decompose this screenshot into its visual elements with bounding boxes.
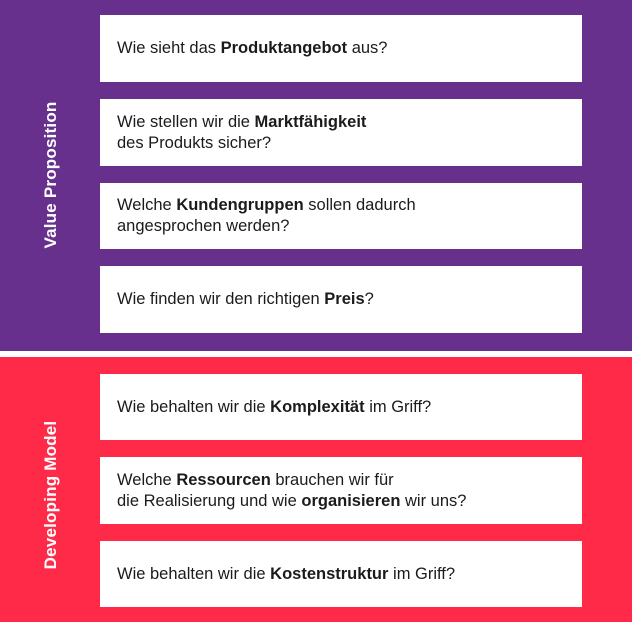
question-run: des Produkts sicher?	[117, 133, 272, 152]
question-line	[117, 133, 366, 154]
developing-model-label: Developing Model	[41, 420, 60, 570]
keyword-text: Ressourcen	[176, 470, 271, 489]
question-run: aus?	[347, 39, 388, 57]
keyword-text: Kundengruppen	[176, 196, 304, 214]
question-text	[117, 289, 374, 310]
question-run: angesprochen werden?	[117, 217, 290, 235]
question-card	[100, 99, 582, 166]
keyword-text: Preis	[324, 290, 365, 308]
question-run: im Griff?	[364, 397, 432, 416]
value-proposition-label: Value Proposition	[41, 101, 60, 249]
question-run: Wie behalten wir die	[117, 564, 271, 583]
keyword-text: Produktangebot	[220, 39, 348, 57]
question-run: wir uns?	[400, 491, 467, 510]
question-run: Wie sieht das	[117, 39, 221, 57]
question-line	[117, 470, 466, 491]
question-line	[117, 195, 416, 216]
keyword-text: organisieren	[301, 491, 401, 510]
question-card	[100, 15, 582, 82]
question-card	[100, 541, 582, 607]
question-line	[117, 112, 366, 133]
question-text	[117, 564, 455, 585]
question-line	[117, 491, 466, 512]
question-card	[100, 183, 582, 249]
developing-model-section	[0, 357, 632, 622]
question-run: brauchen wir für	[270, 470, 394, 489]
keyword-text: Marktfähigkeit	[254, 112, 367, 131]
question-text	[117, 38, 388, 59]
question-run: die Realisierung und wie	[117, 491, 302, 510]
question-run: Wie stellen wir die	[117, 112, 255, 131]
question-run: Welche	[117, 196, 177, 214]
question-line	[117, 289, 374, 310]
question-run: Welche	[117, 470, 177, 489]
question-line	[117, 397, 431, 418]
question-line	[117, 216, 416, 237]
question-text	[117, 112, 366, 154]
question-run: ?	[364, 290, 374, 308]
question-line	[117, 38, 388, 59]
question-run: sollen dadurch	[303, 196, 416, 214]
question-card	[100, 374, 582, 440]
keyword-text: Komplexität	[270, 397, 365, 416]
question-card	[100, 457, 582, 524]
question-line	[117, 564, 455, 585]
question-text	[117, 397, 431, 418]
question-run: Wie finden wir den richtigen	[117, 290, 325, 308]
question-card	[100, 266, 582, 333]
question-run: Wie behalten wir die	[117, 397, 271, 416]
keyword-text: Kostenstruktur	[270, 564, 389, 583]
question-text	[117, 470, 466, 512]
question-run: im Griff?	[388, 564, 456, 583]
question-text	[117, 195, 416, 237]
